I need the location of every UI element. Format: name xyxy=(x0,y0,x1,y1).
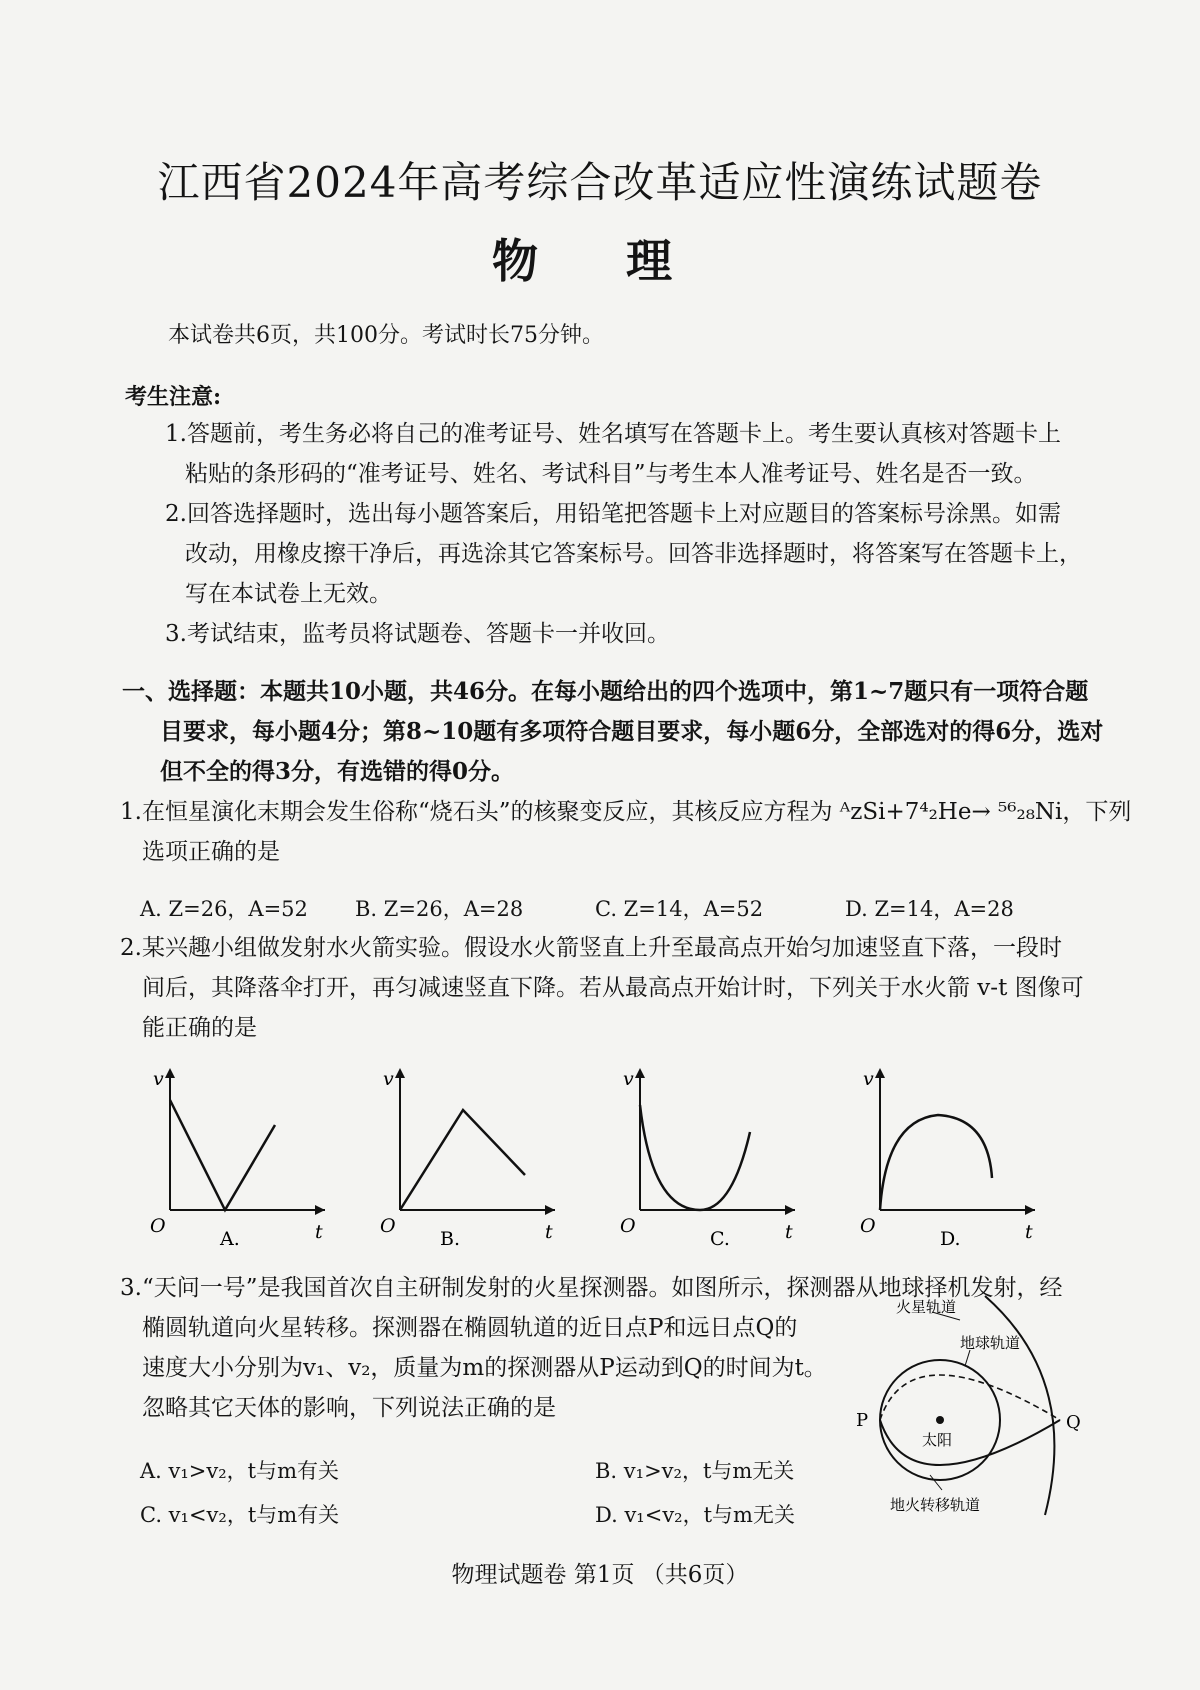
notice-item-1 xyxy=(165,414,1085,494)
question-line: 能正确的是 xyxy=(142,1015,257,1041)
t-axis-arrow xyxy=(1025,1205,1035,1215)
mars-orbit-label: 火星轨道 xyxy=(896,1298,957,1316)
graph-option-d[interactable] xyxy=(860,1060,1040,1260)
option-c[interactable]: C. Z=14，A=52 xyxy=(595,897,764,921)
question-1 xyxy=(120,792,1132,872)
subject-title: 物 理 xyxy=(491,234,708,288)
v-t-curve xyxy=(170,1100,275,1210)
notice-item-3 xyxy=(165,614,1085,654)
notice-line: 改动，用橡皮擦干净后，再选涂其它答案标号。回答非选择题时，将答案写在答题卡上， xyxy=(185,541,1082,567)
earth-orbit-leader xyxy=(965,1350,970,1366)
exam-intro: 本试卷共6页，共100分。考试时长75分钟。 xyxy=(168,323,604,348)
option-b[interactable]: B. v₁>v₂，t与m无关 xyxy=(595,1459,795,1483)
option-c[interactable]: C. v₁<v₂，t与m有关 xyxy=(140,1503,340,1527)
section-line: 目要求，每小题4分；第8~10题有多项符合题目要求，每小题6分，全部选对的得6分，选对 xyxy=(160,718,1104,745)
graph-caption: B. xyxy=(440,1228,461,1250)
t-label: t xyxy=(545,1221,553,1243)
sun-dot xyxy=(936,1416,944,1424)
v-label: v xyxy=(623,1068,634,1090)
question-line: 2.某兴趣小组做发射水火箭实验。假设水火箭竖直上升至最高点开始匀加速竖直下落，一段时 xyxy=(120,935,1062,961)
page-title: 江西省2024年高考综合改革适应性演练试题卷 xyxy=(157,158,1043,207)
v-t-curve xyxy=(400,1110,525,1210)
page-footer: 物理试题卷 第1页 （共6页） xyxy=(451,1562,749,1588)
origin-label: O xyxy=(380,1215,396,1237)
graph-option-c[interactable] xyxy=(620,1060,800,1260)
graph-caption: C. xyxy=(710,1228,730,1250)
question-line: 1.在恒星演化末期会发生俗称“烧石头”的核聚变反应，其核反应方程为 ᴬzSi+7⁴₂He→ ⁵⁶₂₈Ni，下列 xyxy=(120,799,1132,825)
point-p-label: P xyxy=(856,1410,869,1431)
option-d[interactable]: D. Z=14，A=28 xyxy=(845,897,1014,921)
v-axis-arrow xyxy=(395,1068,405,1078)
option-a[interactable]: A. Z=26，A=52 xyxy=(140,897,308,921)
v-axis-arrow xyxy=(165,1068,175,1078)
t-label: t xyxy=(785,1221,793,1243)
t-label: t xyxy=(1025,1221,1033,1243)
v-t-curve xyxy=(880,1115,992,1210)
option-a[interactable]: A. v₁>v₂，t与m有关 xyxy=(140,1459,340,1483)
graph-caption: D. xyxy=(940,1228,961,1250)
notice-heading: 考生注意: xyxy=(125,384,222,410)
transfer-orbit-label: 地火转移轨道 xyxy=(890,1496,981,1514)
section-line: 但不全的得3分，有选错的得0分。 xyxy=(160,758,515,785)
v-label: v xyxy=(153,1068,164,1090)
t-label: t xyxy=(315,1221,323,1243)
t-axis-arrow xyxy=(785,1205,795,1215)
origin-label: O xyxy=(860,1215,876,1237)
transfer-orbit-dashed xyxy=(880,1375,1060,1420)
question-line: 速度大小分别为v₁、v₂，质量为m的探测器从P运动到Q的时间为t。 xyxy=(142,1355,827,1381)
question-line: 3.“天问一号”是我国首次自主研制发射的火星探测器。如图所示，探测器从地球择机发射，经 xyxy=(120,1275,1063,1301)
option-b[interactable]: B. Z=26，A=28 xyxy=(355,897,524,921)
notice-item-2 xyxy=(165,494,1085,614)
v-axis-arrow xyxy=(875,1068,885,1078)
point-q-label: Q xyxy=(1066,1412,1081,1433)
question-line: 选项正确的是 xyxy=(142,839,280,865)
notice-line: 1.答题前，考生务必将自己的准考证号、姓名填写在答题卡上。考生要认真核对答题卡上 xyxy=(165,421,1061,447)
v-axis-arrow xyxy=(635,1068,645,1078)
graph-option-b[interactable] xyxy=(380,1060,560,1260)
v-label: v xyxy=(863,1068,874,1090)
orbit-diagram xyxy=(856,1290,1100,1530)
option-d[interactable]: D. v₁<v₂，t与m无关 xyxy=(595,1503,795,1527)
section-one-instructions xyxy=(122,672,1104,792)
origin-label: O xyxy=(620,1215,636,1237)
v-label: v xyxy=(383,1068,394,1090)
notice-line: 粘贴的条形码的“准考证号、姓名、考试科目”与考生本人准考证号、姓名是否一致。 xyxy=(185,461,1037,487)
t-axis-arrow xyxy=(545,1205,555,1215)
origin-label: O xyxy=(150,1215,166,1237)
transfer-orbit-solid xyxy=(880,1420,1060,1465)
question-2 xyxy=(120,928,1090,1048)
section-line: 一、选择题：本题共10小题，共46分。在每小题给出的四个选项中，第1~7题只有一项符合题 xyxy=(122,678,1089,705)
notice-line: 写在本试卷上无效。 xyxy=(185,581,392,607)
question-line: 忽略其它天体的影响，下列说法正确的是 xyxy=(142,1395,556,1421)
question-line: 椭圆轨道向火星转移。探测器在椭圆轨道的近日点P和远日点Q的 xyxy=(142,1315,798,1341)
question-line: 间后，其降落伞打开，再匀减速竖直下降。若从最高点开始计时，下列关于水火箭 v-t 图像可 xyxy=(142,975,1084,1001)
v-t-curve xyxy=(640,1105,750,1210)
notice-line: 3.考试结束，监考员将试题卷、答题卡一并收回。 xyxy=(165,621,670,647)
transfer-orbit-leader xyxy=(930,1475,942,1490)
notice-line: 2.回答选择题时，选出每小题答案后，用铅笔把答题卡上对应题目的答案标号涂黑。如需 xyxy=(165,501,1061,527)
graph-option-a[interactable] xyxy=(150,1060,330,1260)
graph-caption: A. xyxy=(220,1228,240,1250)
sun-label: 太阳 xyxy=(922,1431,953,1449)
earth-orbit-label: 地球轨道 xyxy=(960,1334,1021,1352)
mars-orbit-arc xyxy=(985,1296,1054,1515)
t-axis-arrow xyxy=(315,1205,325,1215)
